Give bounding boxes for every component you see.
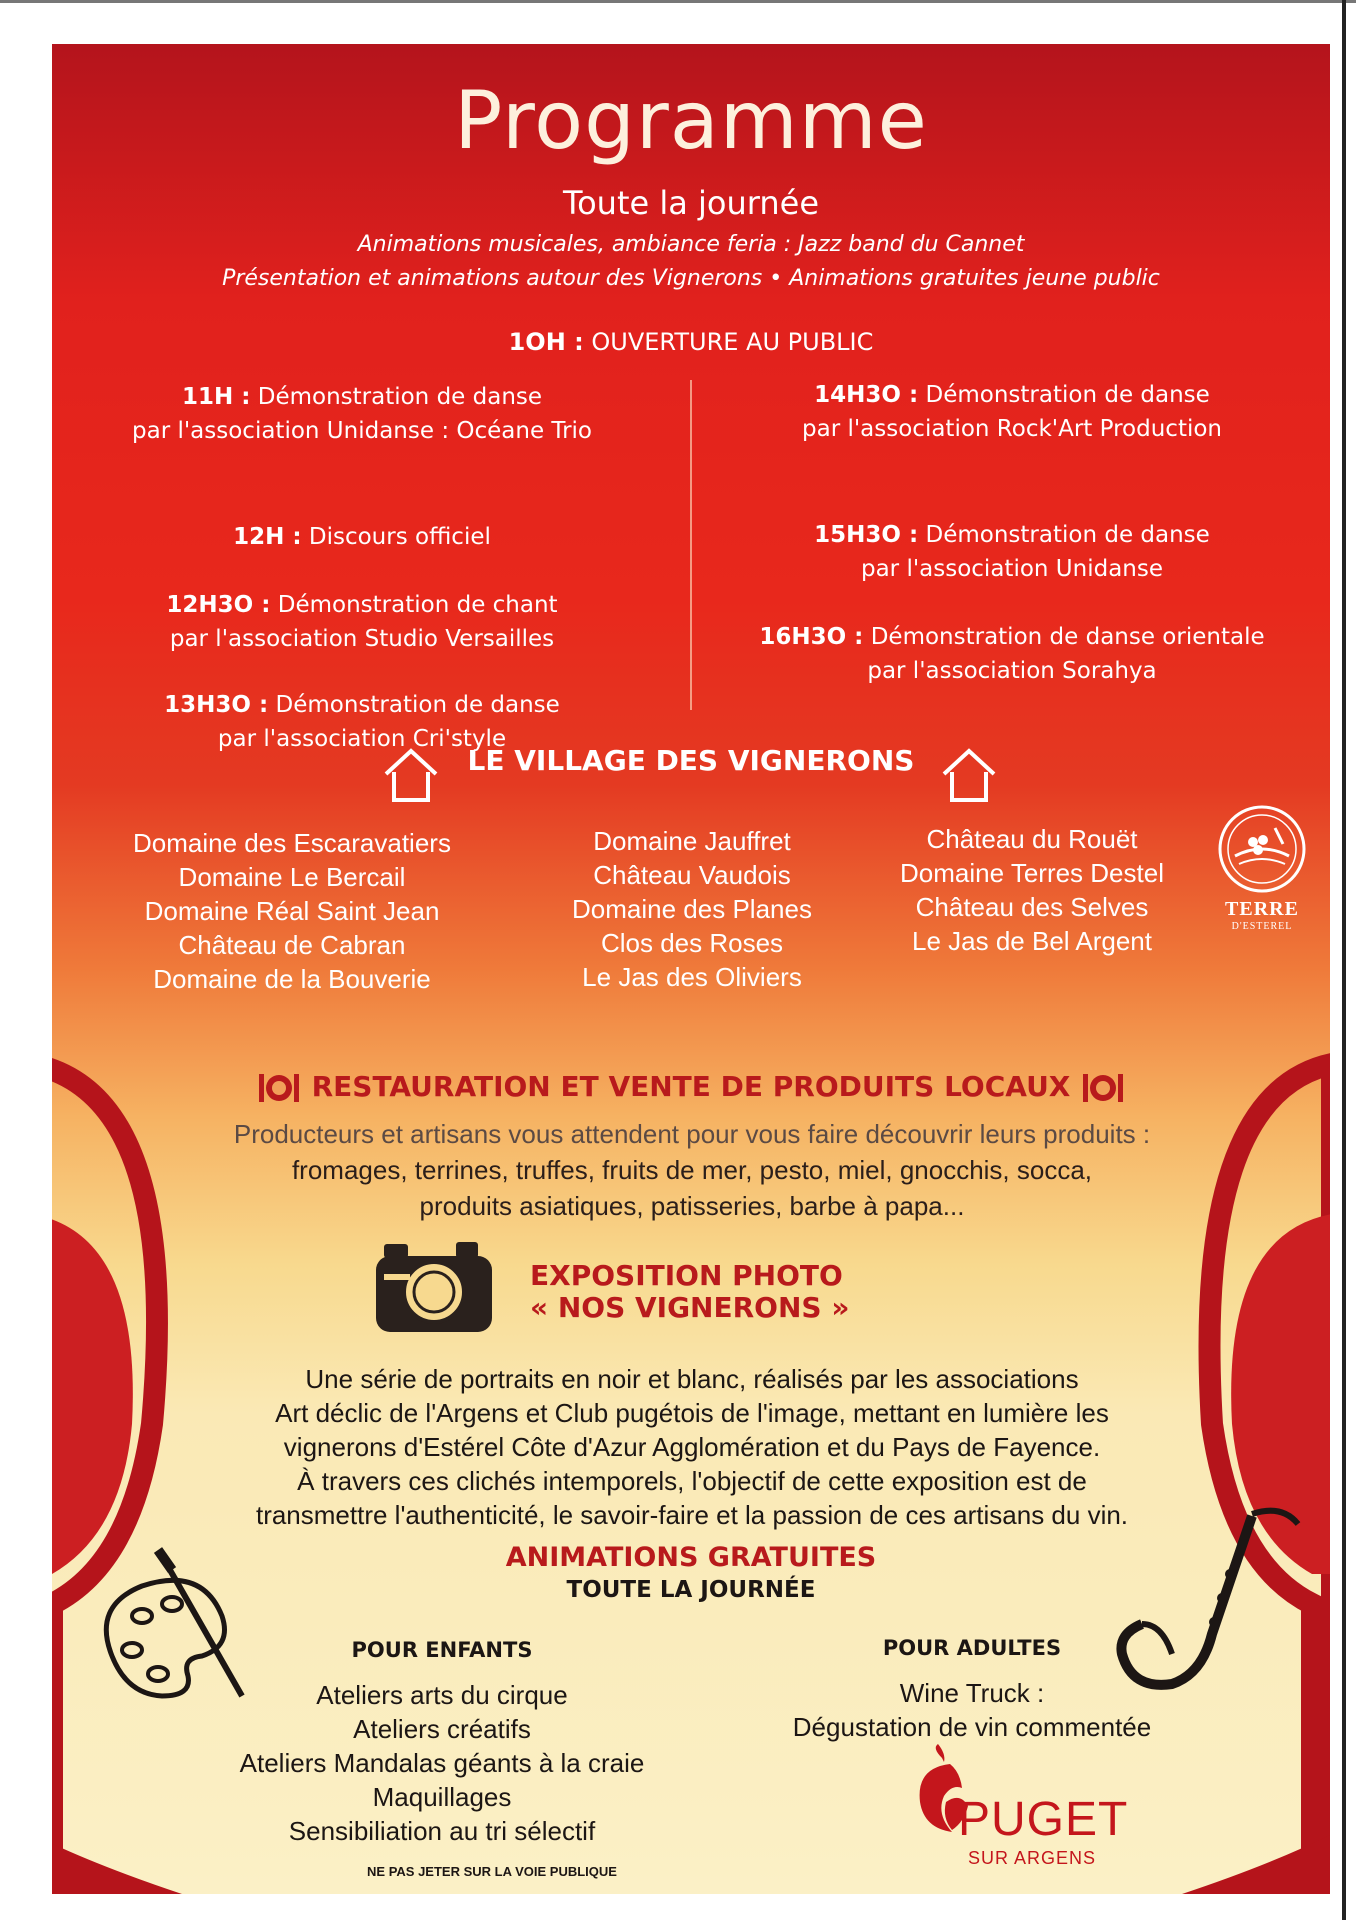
schedule-time: 13H3O : [164,692,269,718]
kids-activity: Ateliers créatifs [353,1714,531,1744]
scan-edge [0,0,1356,14]
town-name: PUGET [958,1793,1129,1846]
exposition-title [530,1260,930,1324]
plate-cutlery-icon [256,1070,302,1106]
adults-activity-list [772,1676,1172,1744]
schedule-item [82,380,642,448]
exposition-line: transmettre l'authenticité, le savoir-faire et la passion de ces artisans du vin. [255,1500,1129,1530]
opening-text: OUVERTURE AU PUBLIC [583,328,874,356]
schedule-time: 11H : [181,384,251,410]
restauration-products: produits asiatiques, patisseries, barbe à papa... [419,1191,965,1221]
winery-name: Château de Cabran [178,930,406,960]
all-day-line: Animations musicales, ambiance feria : Jazz band du Cannet [357,232,1025,257]
winery-name: Château Vaudois [593,860,791,890]
schedule-detail: par l'association Sorahya [867,658,1157,684]
exposition-line: vignerons d'Estérel Côte d'Azur Agglomération et du Pays de Fayence. [283,1432,1101,1462]
opening-time [52,328,1330,356]
flyer [52,44,1330,1894]
winery-name: Clos des Roses [600,928,784,958]
page-title: Programme [454,74,928,167]
schedule-item [82,520,642,554]
schedule-activity: Démonstration de danse [268,692,560,718]
winery-name: Le Jas des Oliviers [582,962,802,992]
schedule-activity: Démonstration de danse orientale [863,624,1265,650]
animations-title [52,1542,1330,1606]
schedule-activity: Démonstration de danse [918,382,1210,408]
schedule-time: 12H3O : [166,592,271,618]
winery-list [872,822,1192,958]
restauration-lead: Producteurs et artisans vous attendent pour vous faire découvrir leurs produits : [233,1119,1151,1149]
town-sub: SUR ARGENS [968,1848,1097,1868]
kids-activity: Sensibiliation au tri sélectif [288,1816,596,1846]
winery-name: Domaine Jauffret [593,826,791,856]
all-day-heading: Toute la journée [562,184,820,222]
kids-activity: Ateliers Mandalas géants à la craie [239,1748,645,1778]
schedule-detail: par l'association Studio Versailles [169,626,555,652]
restauration-title-text: RESTAURATION ET VENTE DE PRODUITS LOCAUX [311,1070,1071,1103]
schedule-activity: Démonstration de danse [250,384,543,410]
puget-sur-argens-logo [872,1744,1132,1894]
animations-subtitle: TOUTE LA JOURNÉE [566,1577,816,1603]
logo-word: TERRE [1225,898,1299,920]
adults-activity: Dégustation de vin commentée [792,1712,1152,1742]
winery-name: Domaine des Planes [572,894,812,924]
winery-list [522,824,862,994]
schedule-detail: par l'association Rock'Art Production [802,416,1222,442]
all-day-line: Présentation et animations autour des Vignerons • Animations gratuites jeune public [222,266,1160,291]
winery-name: Domaine Le Bercail [178,862,406,892]
village-title: LE VILLAGE DES VIGNERONS [467,744,915,777]
opening-time-label: 1OH : [508,328,584,356]
terre-esterel-logo [1212,804,1312,932]
disposal-notice: NE PAS JETER SUR LA VOIE PUBLIQUE [367,1864,617,1879]
restauration-products: fromages, terrines, truffes, fruits de mer, pesto, miel, gnocchis, socca, [291,1155,1093,1185]
schedule-activity: Démonstration de danse [918,522,1210,548]
kids-activity-list [202,1678,682,1848]
camera-icon [370,1234,498,1338]
winery-name: Domaine Réal Saint Jean [144,896,440,926]
house-icon [940,746,998,804]
winery-name: Domaine des Escaravatiers [133,828,451,858]
schedule-item [702,620,1322,688]
logo-sub: D'ESTEREL [1231,921,1293,932]
all-day-description [52,228,1330,296]
schedule-item [82,588,642,656]
scan-edge-right [1342,0,1346,1920]
schedule-detail: par l'association Unidanse [860,556,1163,582]
schedule-detail: par l'association Cri'style [217,726,507,752]
schedule-time: 16H3O : [759,624,864,650]
plate-cutlery-icon [1080,1070,1126,1106]
schedule-time: 12H : [233,524,302,550]
winery-name: Domaine Terres Destel [900,858,1164,888]
animations-title-main: ANIMATIONS GRATUITES [505,1542,877,1573]
schedule-time: 14H3O : [814,382,919,408]
schedule-divider [690,380,692,710]
adults-heading: POUR ADULTES [882,1636,1062,1660]
exposition-text [162,1362,1222,1532]
schedule-activity: Démonstration de chant [270,592,558,618]
kids-activity: Ateliers arts du cirque [316,1680,568,1710]
schedule-activity: Discours officiel [301,524,491,550]
schedule-time: 15H3O : [814,522,919,548]
exposition-line: À travers ces clichés intemporels, l'objectif de cette exposition est de [297,1466,1087,1496]
schedule-detail: par l'association Unidanse : Océane Trio [132,418,592,444]
exposition-line: Art déclic de l'Argens et Club pugétois de l'image, mettant en lumière les [275,1398,1109,1428]
restauration-title [52,1070,1330,1106]
winery-name: Château du Rouët [926,824,1138,854]
adults-activity: Wine Truck : [899,1678,1045,1708]
schedule-item [732,518,1292,586]
terre-esterel-emblem-icon [1217,804,1307,894]
restauration-text [152,1116,1232,1224]
kids-activity: Maquillages [372,1782,512,1812]
exposition-line: Une série de portraits en noir et blanc, réalisés par les associations [305,1364,1079,1394]
winery-name: Château des Selves [915,892,1149,922]
schedule-item [732,378,1292,446]
winery-name: Le Jas de Bel Argent [912,926,1152,956]
winery-name: Domaine de la Bouverie [153,964,431,994]
kids-heading: POUR ENFANTS [351,1638,533,1662]
winery-list [112,826,472,996]
exposition-title-line: EXPOSITION PHOTO [530,1259,843,1292]
exposition-title-line: « NOS VIGNERONS » [530,1291,850,1324]
